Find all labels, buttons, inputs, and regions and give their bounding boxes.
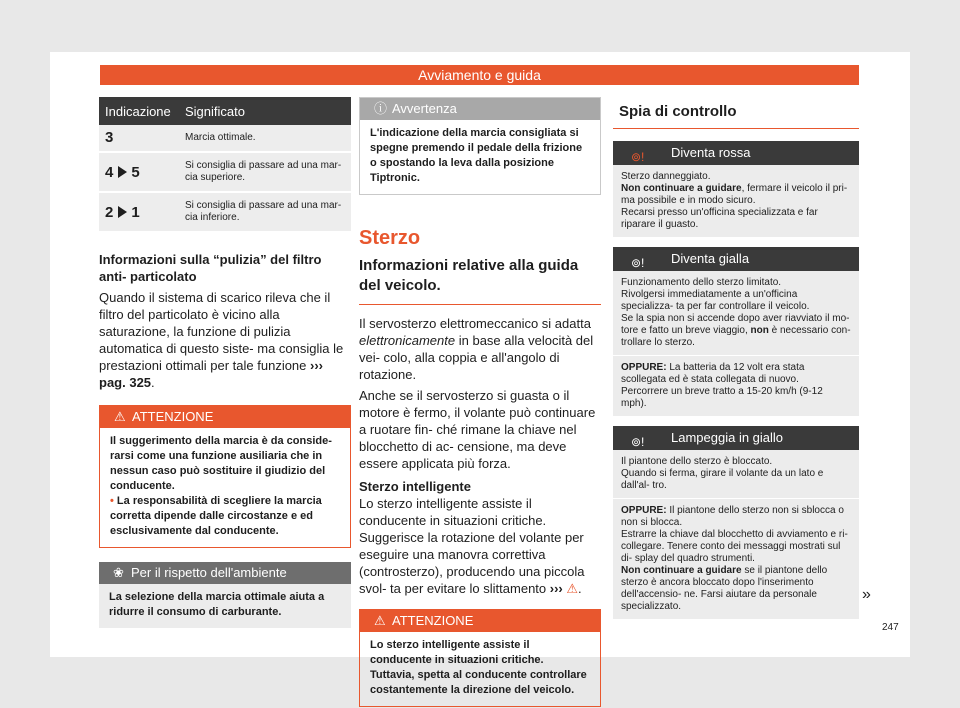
environment-header: ❀ Per il rispetto dell'ambiente	[99, 562, 351, 584]
table-header-significato: Significato	[179, 97, 351, 125]
table-row	[99, 125, 351, 152]
table-row	[99, 152, 351, 192]
sub-heading: Sterzo intelligente	[359, 479, 471, 494]
gear-number: 1	[131, 203, 141, 221]
bullet-icon: •	[110, 495, 114, 507]
arrow-right-icon	[118, 166, 127, 178]
warning-icon: ⚠	[374, 613, 386, 628]
paragraph: Anche se il servosterzo si guasta o il motore è fermo, il volante può continuare a ruotare fin- ché rimane la chiave nel blocchetto di ac- censione, ma deve essere applicata più forza.	[359, 388, 596, 471]
warning-icon: ⚠	[114, 409, 126, 424]
paragraph: Il servosterzo elettromeccanico si adatta elettronicamente in base alla velocità del vei- colo, alla coppia e all'angolo di rotazione.	[359, 316, 594, 382]
steering-wheel-red-icon: ⊚!	[631, 150, 645, 164]
yellow-light-section	[613, 247, 859, 416]
environment-box	[99, 562, 351, 628]
steering-wheel-yellow-icon: ⊚!	[631, 256, 645, 270]
column-2	[359, 97, 601, 707]
info-icon: ⓘ	[374, 101, 388, 116]
gear-number: 5	[131, 163, 141, 181]
continue-mark: »	[862, 586, 871, 603]
table-cell-meaning: Si consiglia di passare ad una mar- cia inferiore.	[179, 192, 351, 232]
table-cell-meaning: Si consiglia di passare ad una mar- cia superiore.	[179, 152, 351, 192]
attention-header: ⚠ ATTENZIONE	[360, 610, 600, 632]
warning-icon: ⚠	[566, 581, 579, 596]
gear-indication-table	[99, 97, 351, 233]
divider	[613, 498, 859, 499]
notice-header: ⓘ Avvertenza	[360, 98, 600, 120]
yellow-light-body: Funzionamento dello sterzo limitato. Rivolgersi immediatamente a un'officina specializza- ta per far controllare il veicolo. Se la spia non si accende dopo aver riavviato il mo- tore e fatto un breve viaggio, non è necessario con- trollare lo sterzo. OPPURE: La batteria da 12 volt era stata scollegata ed è stata collegata di nuovo. Percorrere un breve tratto a 15-20 km/h (9-12 mph).	[613, 271, 859, 416]
table-header-indicazione: Indicazione	[99, 97, 179, 125]
page-reference-link[interactable]: ››› pag. 325	[99, 358, 324, 390]
column-1	[99, 97, 351, 628]
warning-light-title: Spia di controllo	[613, 97, 859, 129]
blinking-light-header: ⊚! Lampeggia in giallo	[613, 426, 859, 450]
dpf-heading: Informazioni sulla “pulizia” del filtro anti- particolato	[99, 252, 322, 284]
reference-link[interactable]: ›››	[549, 581, 563, 596]
attention-box	[359, 609, 601, 707]
attention-text: Il suggerimento della marcia è da conside- rarsi come una funzione ausiliaria che in nessun caso può sostituire il giudizio del conducente.	[110, 435, 332, 492]
dpf-paragraph: Quando il sistema di scarico rileva che il filtro del particolato è vicino alla saturazione, la funzione di pulizia automatica di questo siste- ma consiglia le prestazioni ottimali per tale funzione ››› pag. 325.	[99, 290, 344, 390]
column-3	[613, 97, 859, 619]
attention-header: ⚠ ATTENZIONE	[100, 406, 350, 428]
table-row	[99, 192, 351, 232]
attention-box	[99, 405, 351, 548]
arrow-right-icon	[118, 206, 127, 218]
red-light-body: Sterzo danneggiato. Non continuare a guidare, fermare il veicolo il pri- ma possibile e in modo sicuro. Recarsi presso un'officina specializzata e far riparare il guasto.	[613, 165, 859, 237]
red-light-header: ⊚! Diventa rossa	[613, 141, 859, 165]
leaf-icon: ❀	[113, 565, 124, 580]
blinking-light-body: Il piantone dello sterzo è bloccato. Quando si ferma, girare il volante da un lato e dall'al- tro. OPPURE: Il piantone dello sterzo non si sblocca o non si blocca. Estrarre la chiave dal blocchetto di avviamento e ri- collegare. Tenere conto dei messaggi mostrati sul di- splay del quadro strumenti. Non continuare a guidare se il piantone dello sterzo è ancora bloccato dopo l'inserimento dell'accensio- ne. Farsi aiutare da personale specializzato.	[613, 450, 859, 619]
section-title: Sterzo	[359, 227, 421, 249]
environment-text: La selezione della marcia ottimale aiuta a ridurre il consumo di carburante.	[109, 591, 325, 618]
gear-number: 2	[105, 203, 115, 221]
yellow-light-header: ⊚! Diventa gialla	[613, 247, 859, 271]
gear-number: 3	[105, 129, 115, 146]
table-cell-meaning: Marcia ottimale.	[179, 125, 351, 152]
paragraph: Lo sterzo intelligente assiste il conducente in situazioni critiche. Suggerisce la rotazione del volante per eseguire una manovra correttiva (controsterzo), producendo una piccola svol- ta per evitare lo slittamento ››› ⚠.	[359, 496, 585, 596]
gear-number: 4	[105, 163, 115, 181]
blinking-light-section	[613, 426, 859, 619]
section-subtitle: Informazioni relative alla guida del veicolo.	[359, 256, 601, 305]
red-light-section	[613, 141, 859, 237]
attention-text: Lo sterzo intelligente assiste il conducente in situazioni critiche. Tuttavia, spetta al conducente controllare costantemente la direzione del veicolo.	[370, 639, 587, 696]
page-number: 247	[882, 622, 899, 633]
divider	[613, 355, 859, 356]
steering-wheel-blink-icon: ⊚!	[631, 435, 645, 449]
attention-bullet: • La responsabilità di scegliere la marcia corretta dipende dalle circostanze e ed esclusivamente dal conducente.	[110, 495, 322, 537]
notice-box	[359, 97, 601, 195]
notice-text: L'indicazione della marcia consigliata si spegne premendo il pedale della frizione o spostando la leva dalla posizione Tiptronic.	[370, 127, 583, 184]
chapter-header: Avviamento e guida	[100, 65, 859, 85]
